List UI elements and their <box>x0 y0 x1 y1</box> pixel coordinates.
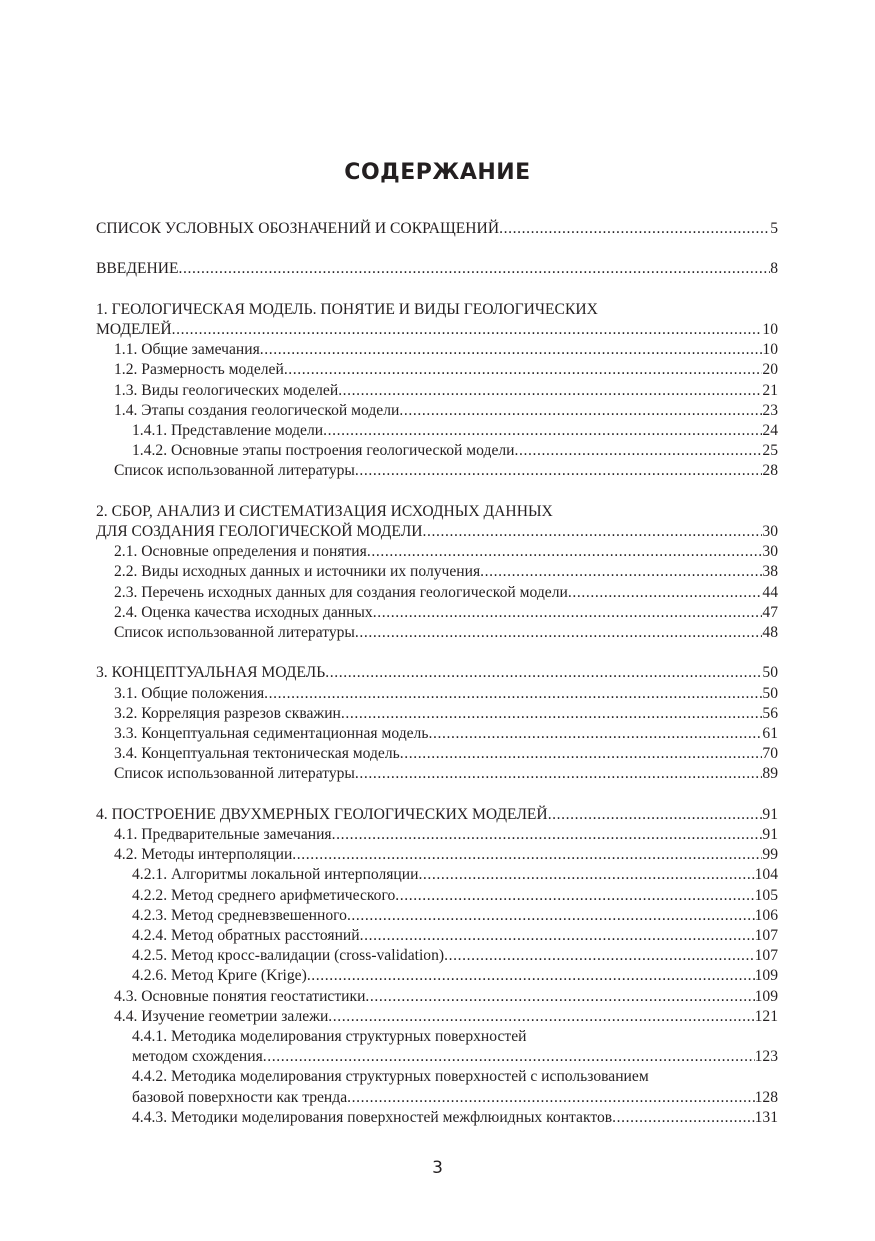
toc-entry-page: 50 <box>762 664 778 682</box>
toc-entry[interactable] <box>96 441 778 461</box>
toc-entry-title: 4.3. Основные понятия геостатистики <box>114 987 366 1005</box>
toc-entry[interactable] <box>96 381 778 401</box>
toc-entry-title: 1.2. Размерность моделей <box>114 361 284 379</box>
toc-entry-page: 23 <box>762 401 778 419</box>
toc-entry-page: 106 <box>754 906 778 924</box>
dot-leader <box>548 805 763 825</box>
toc-entry[interactable] <box>96 987 778 1007</box>
dot-leader <box>373 603 763 623</box>
toc-entry-page: 30 <box>762 543 778 561</box>
dot-leader <box>263 1047 755 1067</box>
dot-leader <box>338 381 762 401</box>
toc-entry-page: 20 <box>762 361 778 379</box>
toc-entry-page: 121 <box>754 1007 778 1025</box>
toc-entry[interactable] <box>96 886 778 906</box>
toc-entry-title: 3.3. Концептуальная седиментационная модель <box>114 725 429 743</box>
toc-entry[interactable] <box>96 542 778 562</box>
toc-entry-title: 1.1. Общие замечания <box>114 341 260 359</box>
toc-entry[interactable] <box>96 966 778 986</box>
dot-leader <box>325 663 762 683</box>
toc-entry-page: 107 <box>754 947 778 965</box>
dot-leader <box>347 1088 754 1108</box>
dot-leader <box>172 320 763 340</box>
toc-entry-page: 10 <box>762 341 778 359</box>
toc-entry[interactable] <box>96 744 778 764</box>
toc-entry-page: 109 <box>754 987 778 1005</box>
table-of-contents <box>96 219 778 1148</box>
toc-entry-title: базовой поверхности как тренда <box>132 1088 348 1106</box>
toc-entry-title: 4.2.4. Метод обратных расстояний <box>132 927 360 945</box>
toc-entry-title: 4.4.3. Методики моделирования поверхностей межфлюидных контактов <box>132 1108 613 1126</box>
toc-entry[interactable] <box>96 1027 778 1067</box>
dot-leader <box>418 865 754 885</box>
toc-entry-page: 99 <box>762 846 778 864</box>
toc-entry-title: МОДЕЛЕЙ <box>96 320 172 338</box>
toc-entry-page: 38 <box>762 563 778 581</box>
toc-entry-page: 104 <box>754 866 778 884</box>
toc-entry-title: 1.4.1. Представление модели <box>132 422 324 439</box>
toc-entry-title: методом схождения <box>132 1048 263 1066</box>
dot-leader <box>292 845 762 865</box>
dot-leader <box>284 360 763 380</box>
dot-leader <box>264 684 762 704</box>
toc-entry-title: 2.2. Виды исходных данных и источники их получения <box>114 563 481 581</box>
dot-leader <box>365 987 754 1007</box>
toc-entry[interactable] <box>96 562 778 582</box>
toc-entry[interactable] <box>96 461 778 481</box>
toc-entry-title: 1.4. Этапы создания геологической модели <box>114 401 400 419</box>
toc-entry-title: 4. ПОСТРОЕНИЕ ДВУХМЕРНЫХ ГЕОЛОГИЧЕСКИХ МОДЕЛЕЙ <box>96 805 548 823</box>
toc-entry[interactable] <box>96 259 778 279</box>
toc-entry-title: 4.2.5. Метод кросс-валидации (cross-validation) <box>132 947 445 965</box>
toc-entry-page: 123 <box>754 1048 778 1066</box>
toc-section <box>96 219 778 239</box>
toc-entry[interactable] <box>96 764 778 784</box>
dot-leader <box>260 340 763 360</box>
toc-entry-title: 1.4.2. Основные этапы построения геологической модели <box>132 442 515 460</box>
toc-entry-page: 56 <box>762 704 778 722</box>
toc-entry-title: 2.4. Оценка качества исходных данных <box>114 603 373 621</box>
page-number: 3 <box>432 1158 443 1178</box>
toc-entry-title: 4.2.1. Алгоритмы локальной интерполяции <box>132 866 419 884</box>
toc-entry-page: 128 <box>754 1088 778 1106</box>
dot-leader <box>332 825 763 845</box>
toc-entry-title: 4.2.6. Метод Криге (Krige) <box>132 967 307 985</box>
toc-entry[interactable] <box>96 704 778 724</box>
toc-entry-page: 21 <box>762 381 778 399</box>
toc-entry-page: 89 <box>762 765 778 783</box>
toc-entry-title: ВВЕДЕНИЕ <box>96 260 179 278</box>
toc-entry-title-line: 4.4.1. Методика моделирования структурных поверхностей <box>132 1028 527 1046</box>
toc-entry[interactable] <box>96 603 778 623</box>
dot-leader <box>395 886 754 906</box>
toc-entry-title: 4.2.2. Метод среднего арифметического <box>132 886 396 904</box>
toc-entry-title-line: 2. СБОР, АНАЛИЗ И СИСТЕМАТИЗАЦИЯ ИСХОДНЫХ ДАННЫХ <box>96 502 553 520</box>
toc-entry[interactable] <box>96 845 778 865</box>
toc-entry-title: 3. КОНЦЕПТУАЛЬНАЯ МОДЕЛЬ <box>96 664 326 682</box>
toc-entry[interactable] <box>96 663 778 683</box>
toc-entry[interactable] <box>96 684 778 704</box>
dot-leader <box>355 764 762 784</box>
toc-entry-title: 4.2. Методы интерполяции <box>114 846 293 864</box>
toc-entry-title: 4.1. Предварительные замечания <box>114 826 332 844</box>
toc-entry-page: 8 <box>770 260 778 278</box>
dot-leader <box>400 744 763 764</box>
toc-entry-title: 1.3. Виды геологических моделей <box>114 381 339 399</box>
toc-section <box>96 663 778 784</box>
toc-entry-page: 131 <box>754 1108 778 1126</box>
dot-leader <box>399 401 762 421</box>
toc-entry-page: 25 <box>762 442 778 460</box>
dot-leader <box>568 583 763 603</box>
dot-leader <box>428 724 762 744</box>
toc-entry[interactable] <box>96 421 778 441</box>
toc-entry[interactable] <box>96 946 778 966</box>
toc-entry-title: 4.4. Изучение геометрии залежи <box>114 1007 329 1025</box>
toc-entry[interactable] <box>96 1007 778 1027</box>
toc-entry[interactable] <box>96 623 778 643</box>
toc-entry-page: 47 <box>762 603 778 621</box>
toc-entry-page: 50 <box>762 684 778 702</box>
toc-entry-page: 48 <box>762 624 778 642</box>
toc-entry-title: 2.3. Перечень исходных данных для создания геологической модели <box>114 583 568 601</box>
toc-entry[interactable] <box>96 219 778 239</box>
dot-leader <box>360 926 755 946</box>
dot-leader <box>347 906 755 926</box>
toc-section <box>96 502 778 643</box>
toc-entry[interactable] <box>96 926 778 946</box>
toc-entry[interactable] <box>96 825 778 845</box>
toc-entry[interactable] <box>96 583 778 603</box>
toc-entry-page: 10 <box>762 320 778 338</box>
toc-entry[interactable] <box>96 1108 778 1128</box>
dot-leader <box>480 562 762 582</box>
toc-entry-title: 3.2. Корреляция разрезов скважин <box>114 704 341 722</box>
toc-entry-title: 2.1. Основные определения и понятия <box>114 543 367 561</box>
toc-entry-title: Список использованной литературы <box>114 624 355 642</box>
toc-entry-page: 109 <box>754 967 778 985</box>
dot-leader <box>323 421 762 441</box>
toc-entry[interactable] <box>96 340 778 360</box>
page-title: СОДЕРЖАНИЕ <box>344 160 531 185</box>
toc-section <box>96 805 778 1128</box>
dot-leader <box>515 441 763 461</box>
dot-leader <box>307 966 755 986</box>
toc-entry-title: 3.1. Общие положения <box>114 684 265 702</box>
dot-leader <box>328 1007 754 1027</box>
toc-entry-page: 91 <box>762 805 778 823</box>
toc-entry-title: 4.2.3. Метод средневзвешенного <box>132 906 347 924</box>
toc-entry-title-line: 4.4.2. Методика моделирования структурных поверхностей с использованием <box>132 1068 649 1086</box>
toc-entry-title: ДЛЯ СОЗДАНИЯ ГЕОЛОГИЧЕСКОЙ МОДЕЛИ <box>96 523 423 540</box>
toc-entry[interactable] <box>96 1067 778 1107</box>
toc-entry-page: 105 <box>754 886 778 904</box>
toc-entry-title: Список использованной литературы <box>114 765 355 783</box>
toc-entry-page: 5 <box>770 220 778 237</box>
toc-entry-page: 28 <box>762 462 778 480</box>
dot-leader <box>423 522 763 542</box>
toc-entry[interactable] <box>96 360 778 380</box>
dot-leader <box>355 623 762 643</box>
dot-leader <box>355 461 762 481</box>
toc-entry-page: 30 <box>762 523 778 540</box>
toc-entry-page: 44 <box>762 583 778 601</box>
toc-entry[interactable] <box>96 906 778 926</box>
toc-entry[interactable] <box>96 805 778 825</box>
toc-entry-title-line: 1. ГЕОЛОГИЧЕСКАЯ МОДЕЛЬ. ПОНЯТИЕ И ВИДЫ ГЕОЛОГИЧЕСКИХ <box>96 300 598 318</box>
dot-leader <box>341 704 763 724</box>
dot-leader <box>612 1108 755 1128</box>
toc-entry-title: 3.4. Концептуальная тектоническая модель <box>114 745 400 763</box>
toc-entry[interactable] <box>96 865 778 885</box>
toc-section <box>96 300 778 482</box>
dot-leader <box>444 946 755 966</box>
toc-entry-page: 24 <box>762 422 778 439</box>
toc-entry-page: 107 <box>754 927 778 945</box>
toc-entry-page: 70 <box>762 745 778 763</box>
toc-entry[interactable] <box>96 502 778 542</box>
toc-entry-title: Список использованной литературы <box>114 462 355 480</box>
dot-leader <box>179 259 771 279</box>
toc-entry-page: 61 <box>762 725 778 743</box>
toc-entry-title: СПИСОК УСЛОВНЫХ ОБОЗНАЧЕНИЙ И СОКРАЩЕНИЙ <box>96 220 500 237</box>
toc-entry-page: 91 <box>762 826 778 844</box>
toc-entry[interactable] <box>96 724 778 744</box>
toc-entry[interactable] <box>96 300 778 340</box>
dot-leader <box>367 542 763 562</box>
toc-entry[interactable] <box>96 401 778 421</box>
toc-section <box>96 259 778 279</box>
dot-leader <box>499 219 770 239</box>
